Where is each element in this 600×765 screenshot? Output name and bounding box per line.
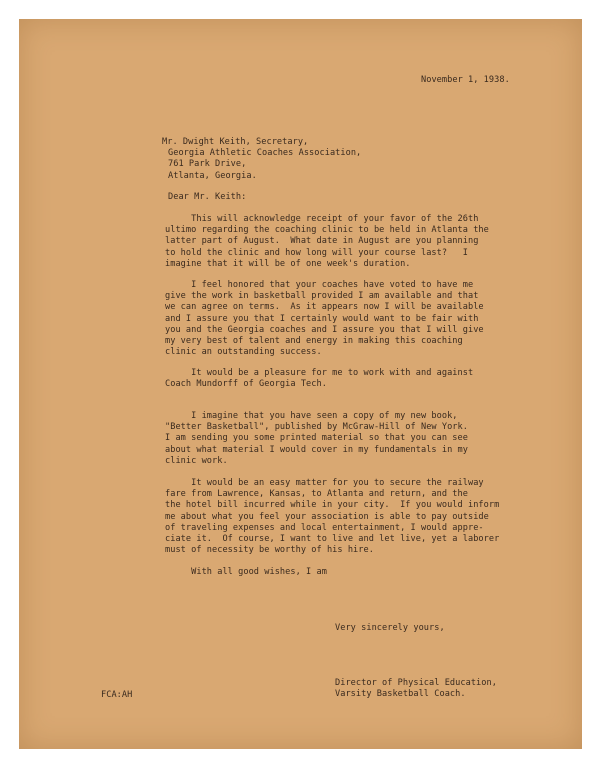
body-line: and I assure you that I certainly would want to be fair with	[165, 313, 479, 324]
body-line: I am sending you some printed material so that you can see	[165, 433, 468, 444]
addressee-line: Mr. Dwight Keith, Secretary,	[162, 137, 309, 147]
body-line: clinic an outstanding success.	[165, 347, 322, 358]
addressee-line: Atlanta, Georgia.	[168, 170, 257, 181]
body-line: "Better Basketball", published by McGraw-Hill of New York.	[165, 422, 468, 433]
body-line: This will acknowledge receipt of your favor of the 26th	[165, 214, 479, 224]
body-line: It would be a pleasure for me to work with and against	[165, 368, 474, 378]
signature-titles	[335, 678, 497, 700]
body-line: must of necessity be worthy of his hire.	[165, 545, 374, 556]
body-paragraph	[165, 368, 473, 390]
body-line: to hold the clinic and how long will your course last? I	[165, 247, 468, 258]
body-line: give the work in basketball provided I am available and that	[165, 291, 479, 302]
body-line: my very best of talent and energy in making this coaching	[165, 336, 463, 347]
typist-initials: FCA:AH	[101, 690, 133, 700]
body-line: ciate it. Of course, I want to live and let live, yet a laborer	[165, 534, 500, 545]
body-line: It would be an easy matter for you to secure the railway	[165, 478, 484, 488]
salutation: Dear Mr. Keith:	[168, 192, 247, 202]
body-line: I imagine that you have seen a copy of my new book,	[165, 411, 458, 421]
signature-title-line: Director of Physical Education,	[335, 678, 497, 688]
body-paragraph	[165, 214, 489, 270]
body-line: latter part of August. What date in August are you planning	[165, 236, 479, 247]
addressee-block	[162, 137, 361, 182]
body-line: fare from Lawrence, Kansas, to Atlanta and return, and the	[165, 489, 468, 500]
body-line: imagine that it will be of one week's duration.	[165, 258, 411, 269]
body-paragraph	[165, 411, 468, 467]
letter-date: November 1, 1938.	[421, 75, 510, 85]
body-line: of traveling expenses and local entertainment, I would appre-	[165, 522, 484, 533]
body-line: Coach Mundorff of Georgia Tech.	[165, 379, 327, 390]
body-paragraph	[165, 478, 499, 556]
addressee-line: 761 Park Drive,	[168, 159, 247, 170]
body-line: I feel honored that your coaches have voted to have me	[165, 280, 474, 290]
body-line: we can agree on terms. As it appears now I will be available	[165, 302, 484, 313]
body-paragraph	[165, 280, 484, 358]
body-line: about what material I would cover in my fundamentals in my	[165, 444, 468, 455]
body-line: clinic work.	[165, 455, 228, 466]
body-line: ultimo regarding the coaching clinic to be held in Atlanta the	[165, 225, 489, 236]
body-paragraph	[165, 567, 327, 578]
signature-title-line: Varsity Basketball Coach.	[335, 689, 466, 700]
body-line: me about what you feel your association is able to pay outside	[165, 511, 489, 522]
body-line: With all good wishes, I am	[165, 567, 327, 577]
closing: Very sincerely yours,	[335, 623, 445, 633]
body-line: you and the Georgia coaches and I assure you that I will give	[165, 324, 484, 335]
addressee-line: Georgia Athletic Coaches Association,	[168, 148, 362, 159]
letter-sheet	[19, 19, 582, 749]
body-line: the hotel bill incurred while in your city. If you would inform	[165, 500, 500, 511]
